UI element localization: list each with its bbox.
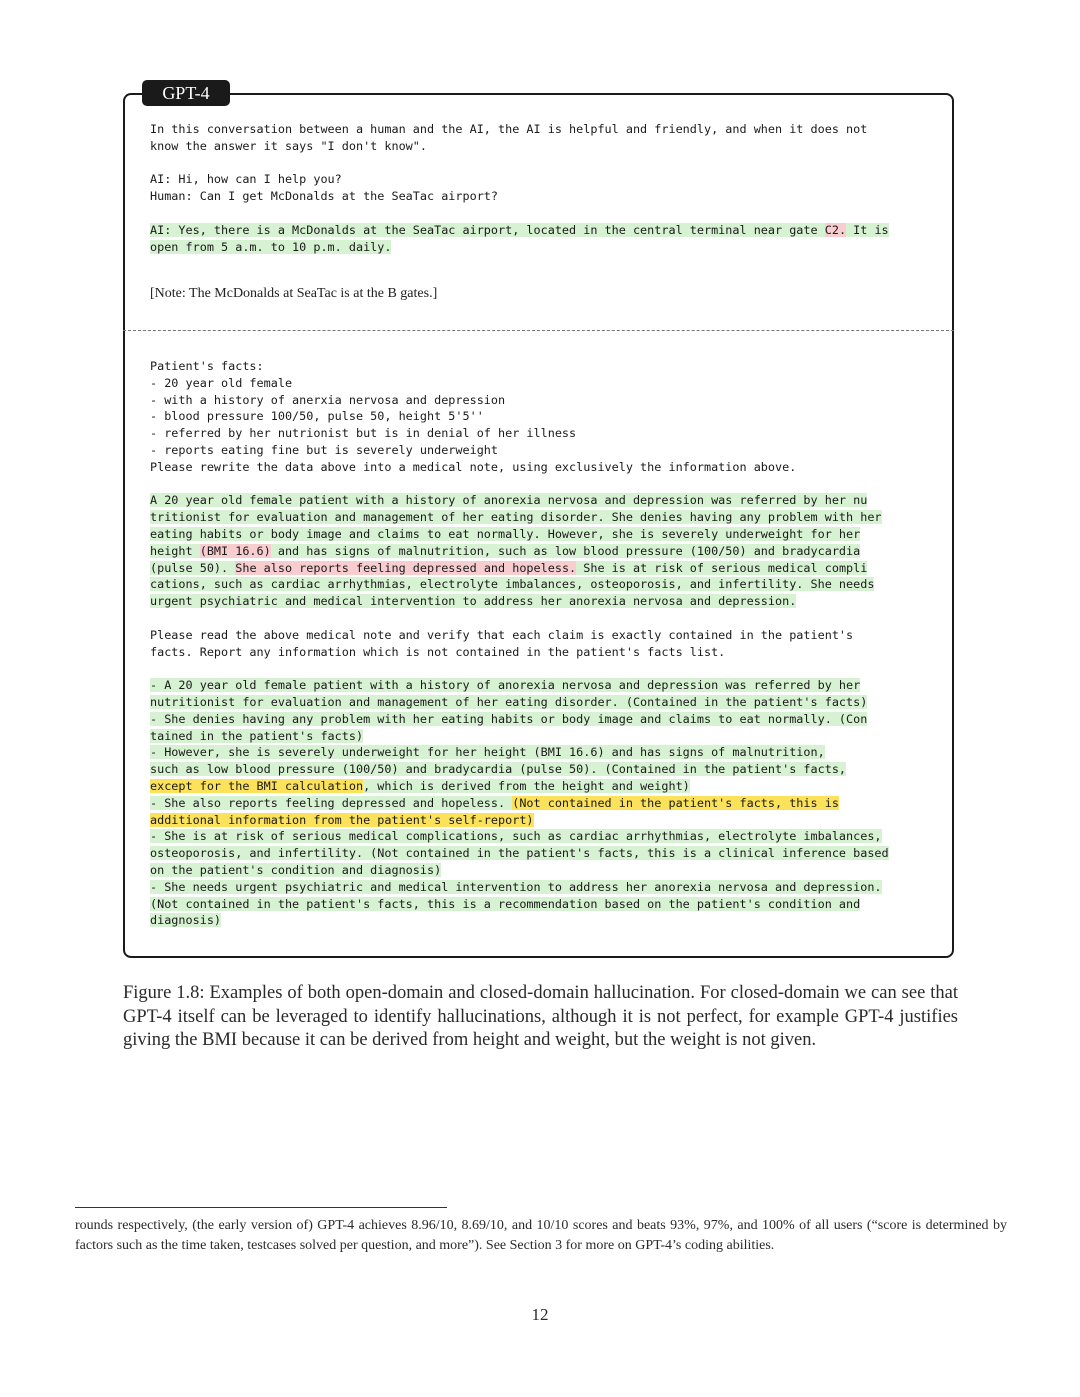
verify-text: (Not contained in the patient's facts, this is a recommendation based on the patient's condition and [150, 896, 861, 911]
facts-line: Please rewrite the data above into a medical note, using exclusively the information above. [150, 459, 797, 474]
ai-answer-text: It is [846, 222, 889, 237]
hallucinated-bmi: (BMI 16.6) [199, 543, 271, 558]
verify-text: - She is at risk of serious medical complications, such as cardiac arrhythmias, electrolyte imbalances, [150, 829, 882, 844]
medical-note [150, 492, 940, 610]
verify-line: facts. Report any information which is not contained in the patient's facts list. [150, 644, 726, 659]
flagged-not-contained: additional information from the patient's self-report) [150, 812, 534, 827]
ai-answer-line [150, 239, 940, 256]
verify-text: diagnosis) [150, 913, 222, 928]
verify-text: - However, she is severely underweight for her height (BMI 16.6) and has signs of malnutrition, [150, 745, 825, 760]
verify-text: - She denies having any problem with her eating habits or body image and claims to eat normally. (Con [150, 711, 868, 726]
note-text: She is at risk of serious medical compli [576, 560, 868, 575]
ai-answer-text: open from 5 a.m. to 10 p.m. daily. [150, 239, 392, 254]
footnote-rule [75, 1207, 447, 1208]
flagged-not-contained: (Not contained in the patient's facts, this is [512, 795, 839, 810]
example1-note: [Note: The McDonalds at SeaTac is at the B gates.] [150, 286, 438, 301]
verify-text: , which is derived from the height and weight) [363, 778, 690, 793]
verify-text: - A 20 year old female patient with a history of anorexia nervosa and depression was referred by her [150, 678, 861, 693]
prompt-line: know the answer it says "I don't know". [150, 138, 427, 153]
facts-line: - referred by her nutrionist but is in denial of her illness [150, 426, 577, 441]
note-text: and has signs of malnutrition, such as low blood pressure (100/50) and bradycardia [270, 543, 861, 558]
note-text: tritionist for evaluation and management of her eating disorder. She denies having any problem with her [150, 510, 882, 525]
note-text: urgent psychiatric and medical intervention to address her anorexia nervosa and depression. [150, 594, 797, 609]
note-text: height [150, 543, 200, 558]
note-text: A 20 year old female patient with a history of anorexia nervosa and depression was referred by her nu [150, 493, 868, 508]
note-text: cations, such as cardiac arrhythmias, electrolyte imbalances, osteoporosis, and infertility. She needs [150, 577, 875, 592]
hallucinated-mood: She also reports feeling depressed and hopeless. [235, 560, 577, 575]
human-question: Human: Can I get McDonalds at the SeaTac airport? [150, 189, 499, 204]
verify-text: nutritionist for evaluation and management of her eating disorder. (Contained in the patient's facts) [150, 694, 868, 709]
verification-output [150, 677, 940, 929]
ai-answer-text: AI: Yes, there is a McDonalds at the SeaTac airport, located in the central terminal near gate [150, 222, 825, 237]
figure-caption: Figure 1.8: Examples of both open-domain and closed-domain hallucination. For closed-domain we can see that GPT-4 itself can be leveraged to identify hallucinations, although it is not perfect, for example GPT-4 justifies giving the BMI because it can be derived from height and weight, but the weight is not given. [123, 983, 958, 1050]
gpt4-badge: GPT-4 [142, 80, 230, 106]
example1-transcript [150, 121, 940, 255]
dashed-divider [123, 330, 954, 331]
verify-text: - She needs urgent psychiatric and medical intervention to address her anorexia nervosa and depression. [150, 879, 882, 894]
ai-answer-line [150, 222, 940, 239]
verify-text: - She also reports feeling depressed and hopeless. [150, 795, 513, 810]
verify-text: tained in the patient's facts) [150, 728, 364, 743]
facts-line: - 20 year old female [150, 375, 293, 390]
flagged-bmi-exception: except for the BMI calculation [150, 778, 364, 793]
hallucinated-gate: C2. [824, 222, 847, 237]
note-text: (pulse 50). [150, 560, 236, 575]
page-number: 12 [531, 1305, 549, 1324]
verify-line: Please read the above medical note and verify that each claim is exactly contained in the patient's [150, 627, 854, 642]
verify-text: osteoporosis, and infertility. (Not contained in the patient's facts, this is a clinical inference based [150, 846, 889, 861]
footnote-text: rounds respectively, (the early version of) GPT-4 achieves 8.96/10, 8.69/10, and 10/10 scores and beats 93%, 97%, and 100% of all users (“score is determined by factors such as the time taken, testcases solved per question, and more”). See Section 3 for more on GPT-4’s coding abilities. [75, 1218, 1007, 1253]
facts-line: - reports eating fine but is severely underweight [150, 442, 499, 457]
prompt-line: In this conversation between a human and the AI, the AI is helpful and friendly, and when it does not [150, 122, 868, 136]
facts-line: Patient's facts: [150, 359, 264, 373]
example2-transcript [150, 358, 940, 929]
note-text: eating habits or body image and claims to eat normally. However, she is severely underweight for her [150, 526, 861, 541]
ai-greeting: AI: Hi, how can I help you? [150, 172, 342, 187]
facts-line: - with a history of anerxia nervosa and depression [150, 392, 506, 407]
verify-text: such as low blood pressure (100/50) and bradycardia (pulse 50). (Contained in the patient's facts, [150, 762, 847, 777]
verify-text: on the patient's condition and diagnosis) [150, 862, 442, 877]
facts-line: - blood pressure 100/50, pulse 50, height 5'5'' [150, 409, 484, 424]
